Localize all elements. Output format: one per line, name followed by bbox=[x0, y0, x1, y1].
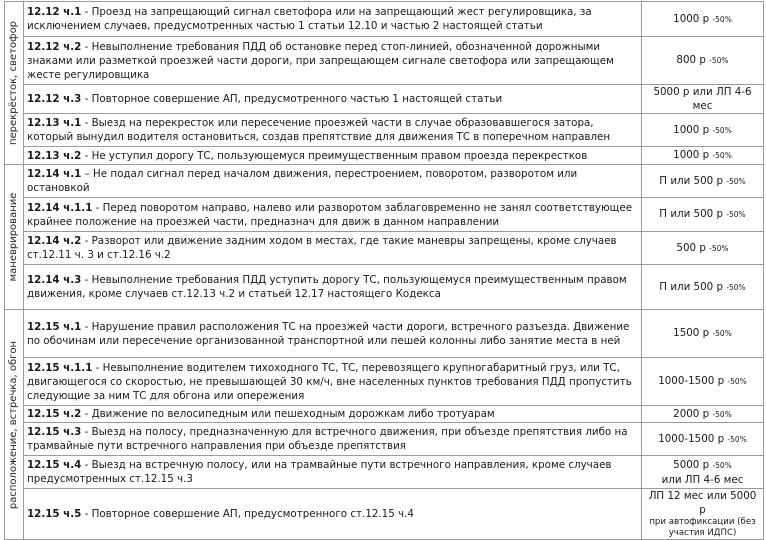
fine-cell bbox=[642, 423, 764, 456]
violation-cell bbox=[24, 423, 642, 456]
article-number: 12.14 ч.2 bbox=[27, 235, 82, 247]
fine-note: при автофиксации (без участия ИДПС) bbox=[649, 517, 756, 538]
article-number: 12.15 ч.3 bbox=[27, 426, 82, 438]
table-row bbox=[5, 147, 764, 165]
violation-cell bbox=[24, 489, 642, 540]
fine-amount: 1000 р bbox=[673, 123, 710, 136]
violation-text: - Перед поворотом направо, налево или разворотом заблаговременно не занял соответствующее крайнее положение на проезжей части, предназнач для движ в данном направлении bbox=[27, 201, 633, 228]
table-row bbox=[5, 423, 764, 456]
violation-text: – Не подал сигнал перед началом движения, перестроением, поворотом, разворотом или остановкой bbox=[27, 168, 578, 194]
violation-text: - Проезд на запрещающий сигнал светофора или на запрещающий жест регулировщика, за исключением случаев, предусмотренных частью 1 статьи 12.10 и частью 2 настоящей статьи bbox=[27, 6, 592, 32]
fine-amount: 5000 р или ЛП 4-6 мес bbox=[653, 86, 752, 112]
fine-alternative: или ЛП 4-6 мес bbox=[661, 473, 744, 486]
fine-amount: 500 р bbox=[676, 241, 706, 254]
article-number: 12.15 ч.1.1 bbox=[27, 361, 93, 374]
table-row bbox=[5, 489, 764, 540]
fine-cell bbox=[642, 489, 764, 540]
violation-cell bbox=[24, 358, 642, 406]
violation-text: - Выезд на встречную полосу, или на трамвайные пути встречного направления, кроме случаев предусмотренных ст.12.15 ч.3 bbox=[27, 459, 612, 485]
table-row bbox=[5, 114, 764, 147]
violation-cell bbox=[24, 2, 642, 37]
discount-label: -50% bbox=[727, 434, 747, 444]
table-row bbox=[5, 198, 764, 232]
fine-cell bbox=[642, 232, 764, 265]
discount-label: -50% bbox=[712, 151, 732, 160]
fine-cell bbox=[642, 310, 764, 358]
violation-text: - Невыполнение требования ПДД уступить дорогу ТС, пользующемуся преимущественным правом движения, кроме случаев ст.12.13 ч.2 и статьей 12.17 настоящего Кодекса bbox=[27, 274, 627, 300]
table-row bbox=[5, 310, 764, 358]
violation-cell bbox=[24, 165, 642, 198]
discount-label: -50% bbox=[726, 176, 746, 186]
article-number: 12.12 ч.1 bbox=[27, 6, 82, 18]
violation-cell bbox=[24, 114, 642, 147]
table-row bbox=[5, 37, 764, 85]
violation-text: - Невыполнение требования ПДД об остановке перед стоп-линией, обозначенной дорожными знаками или разметкой проезжей части дороги, при запрещающем сигнале светофора или запрещающем жесте регулировщика bbox=[27, 40, 614, 81]
fine-cell bbox=[642, 85, 764, 114]
fine-cell bbox=[642, 114, 764, 147]
fine-amount: 1000 р bbox=[673, 12, 710, 25]
table-row bbox=[5, 2, 764, 37]
article-number: 12.15 ч.2 bbox=[27, 408, 82, 420]
fine-cell bbox=[642, 406, 764, 423]
fine-cell bbox=[642, 358, 764, 406]
fine-cell bbox=[642, 456, 764, 489]
table-row bbox=[5, 456, 764, 489]
violation-text: - Разворот или движение задним ходом в местах, где такие маневры запрещены, кроме случаев ст.12.11 ч. 3 и ст.12.16 ч.2 bbox=[27, 235, 617, 261]
violation-cell bbox=[24, 147, 642, 165]
fine-cell bbox=[642, 2, 764, 37]
fine-cell bbox=[642, 165, 764, 198]
discount-label: -50% bbox=[712, 409, 732, 419]
fine-amount: 2000 р bbox=[673, 407, 710, 420]
table-row bbox=[5, 85, 764, 114]
violation-cell bbox=[24, 232, 642, 265]
violation-cell bbox=[24, 198, 642, 232]
violation-text: - Выезд на полосу, предназначенную для встречного движения, при объезде препятствия либо на трамвайные пути встречного направления при объезде препятствия bbox=[27, 426, 628, 452]
table-row bbox=[5, 406, 764, 423]
fine-amount: 800 р bbox=[676, 54, 706, 66]
violation-cell bbox=[24, 265, 642, 310]
violation-cell bbox=[24, 310, 642, 358]
fine-amount: 5000 р bbox=[673, 458, 710, 471]
violation-text: - Повторное совершение АП, предусмотренного частью 1 настоящей статьи bbox=[81, 93, 503, 105]
fine-amount: 1000 р bbox=[673, 149, 710, 161]
table-row bbox=[5, 265, 764, 310]
discount-label: -50% bbox=[709, 243, 729, 253]
fine-amount: 1000-1500 р bbox=[658, 432, 725, 445]
discount-label: -50% bbox=[712, 329, 732, 338]
fine-cell bbox=[642, 147, 764, 165]
discount-label: -50% bbox=[712, 125, 732, 135]
fine-amount: П или 500 р bbox=[659, 174, 724, 187]
violation-cell bbox=[24, 85, 642, 114]
violation-cell bbox=[24, 406, 642, 423]
discount-label: -50% bbox=[726, 282, 746, 292]
table-row bbox=[5, 165, 764, 198]
discount-label: -50% bbox=[712, 460, 732, 470]
article-number: 12.13 ч.1 bbox=[27, 117, 82, 129]
fine-cell bbox=[642, 37, 764, 85]
article-number: 12.13 ч.2 bbox=[27, 149, 82, 162]
article-number: 12.14 ч.1.1 bbox=[27, 201, 93, 214]
discount-label: -50% bbox=[712, 14, 732, 24]
article-number: 12.12 ч.3 bbox=[27, 93, 82, 105]
article-number: 12.15 ч.1 bbox=[27, 320, 82, 333]
article-number: 12.15 ч.5 bbox=[27, 508, 82, 520]
violation-text: - Не уступил дорогу ТС, пользующемуся преимущественным правом проезда перекрестков bbox=[81, 149, 588, 162]
fine-amount: 1500 р bbox=[673, 327, 710, 339]
violation-cell bbox=[24, 456, 642, 489]
discount-label: -50% bbox=[709, 56, 729, 65]
violation-text: - Невыполнение водителем тихоходного ТС, ТС, перевозящего крупногабаритный груз, или ТС, двигающегося со скоростью, не превышающей 30 км/ч, вне населенных пунктов требования ПДД пропустить следующие за ним ТС для обгона или опережения bbox=[27, 361, 632, 402]
violation-text: - Выезд на перекресток или пересечение проезжей части в случае образовавшегося затора, который вынудил водителя остановиться, создав препятствие для движения ТС в поперечном направлен bbox=[27, 117, 611, 143]
violation-text: - Нарушение правил расположения ТС на проезжей части дороги, встречного разъезда. Движение по обочинам или пересечение организованной транспортной или пешей колонны либо занятие места в ней bbox=[27, 320, 630, 347]
group-label: перекрёсток, светофор bbox=[8, 20, 19, 146]
discount-label: -50% bbox=[727, 377, 747, 386]
article-number: 12.14 ч.3 bbox=[27, 274, 82, 286]
discount-label: -50% bbox=[726, 210, 746, 219]
violation-text: - Движение по велосипедным или пешеходным дорожкам либо тротуарам bbox=[81, 408, 495, 420]
group-cell bbox=[5, 165, 24, 310]
fine-amount: 1000-1500 р bbox=[658, 375, 725, 387]
group-cell bbox=[5, 310, 24, 540]
violation-text: - Повторное совершение АП, предусмотренного ст.12.15 ч.4 bbox=[81, 508, 414, 520]
table-row bbox=[5, 232, 764, 265]
group-label: расположение, встречка, обгон bbox=[8, 340, 19, 509]
article-number: 12.14 ч.1 bbox=[27, 168, 82, 180]
table-row bbox=[5, 358, 764, 406]
group-cell bbox=[5, 2, 24, 165]
fines-table bbox=[4, 1, 764, 540]
fine-cell bbox=[642, 198, 764, 232]
violation-cell bbox=[24, 37, 642, 85]
fine-amount: П или 500 р bbox=[659, 280, 724, 293]
fine-amount: ЛП 12 мес или 5000 р bbox=[648, 490, 757, 516]
article-number: 12.15 ч.4 bbox=[27, 459, 82, 471]
fine-amount: П или 500 р bbox=[659, 208, 724, 220]
article-number: 12.12 ч.2 bbox=[27, 40, 82, 53]
group-label: маневрирование bbox=[8, 192, 19, 282]
fine-cell bbox=[642, 265, 764, 310]
